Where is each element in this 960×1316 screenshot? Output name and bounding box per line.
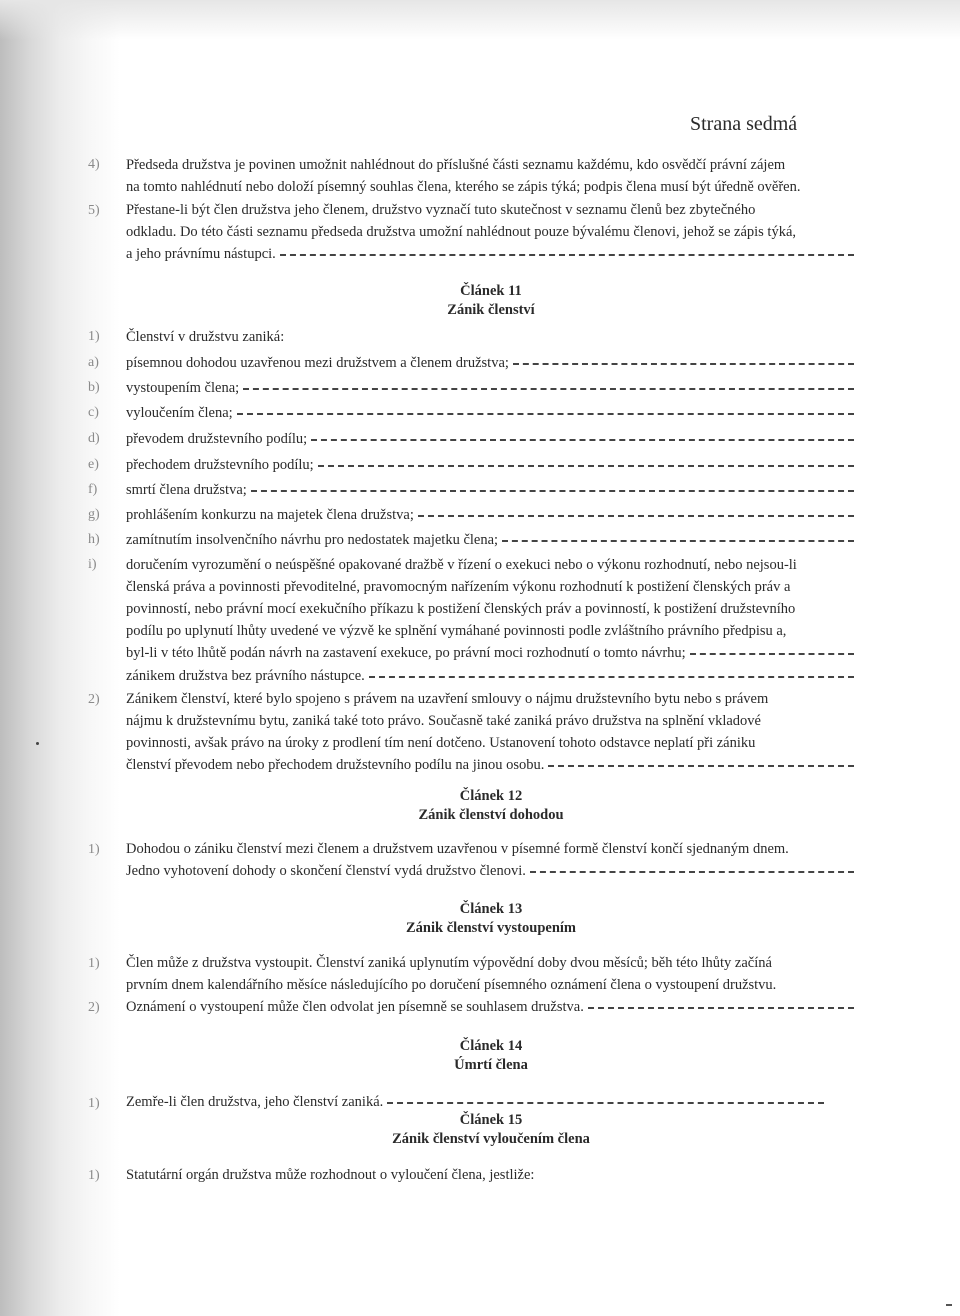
article-title: Článek 12 xyxy=(459,788,523,804)
article-subtitle: Zánik členství vystoupením xyxy=(406,920,576,936)
scan-top-shadow xyxy=(0,0,960,40)
article-title: Článek 14 xyxy=(459,1038,523,1054)
dash-leader xyxy=(502,540,854,542)
article-subtitle: Zánik členství vyloučením člena xyxy=(392,1131,590,1147)
page-title: Strana sedmá xyxy=(690,113,798,135)
scan-corner-mark xyxy=(946,1304,952,1306)
item-mark: f) xyxy=(88,482,98,497)
list-item: zánikem družstva bez právního nástupce. xyxy=(126,665,856,687)
article-title: Článek 15 xyxy=(459,1112,523,1128)
dash-leader xyxy=(243,388,854,390)
paragraph-number: 2) xyxy=(88,692,100,707)
article-subtitle: Úmrtí člena xyxy=(454,1057,528,1073)
item-mark: h) xyxy=(88,532,100,547)
text-line: Dohodou o zániku členství mezi členem a družstvem uzavřenou v písemné formě členství končí sjednaným dnem. xyxy=(126,841,789,857)
list-item: vyloučením člena; xyxy=(126,402,856,424)
text-line: Oznámení o vystoupení může člen odvolat jen písemně se souhlasem družstva. xyxy=(126,996,856,1018)
list-item: přechodem družstevního podílu; xyxy=(126,454,856,476)
text-line: a jeho právnímu nástupci. xyxy=(126,243,856,265)
dash-leader xyxy=(418,515,854,517)
list-item: smrtí člena družstva; xyxy=(126,479,856,501)
dash-leader xyxy=(311,439,854,441)
article-title: Článek 13 xyxy=(459,901,523,917)
text-line: nájmu k družstevnímu bytu, zaniká také toto právo. Současně také zaniká právo družstva na splnění vkladové xyxy=(126,713,761,729)
article-subtitle: Zánik členství xyxy=(447,302,535,318)
paragraph-number: 1) xyxy=(88,956,100,971)
text-line: byl-li v této lhůtě podán návrh na zastavení exekuce, po právní moci rozhodnutí o tomto návrhu; xyxy=(126,642,856,664)
text-line: prvním dnem kalendářního měsíce následujícího po doručení písemného oznámení člena o vystoupení družstvu. xyxy=(126,977,777,993)
text-line: povinnosti, avšak právo na úroky z prodlení tím není dotčeno. Ustanovení tohoto odstavce neplatí při zániku xyxy=(126,735,756,751)
item-mark: c) xyxy=(88,405,99,420)
text-line: Člen může z družstva vystoupit. Členství zaniká uplynutím výpovědní doby dvou měsíců; běh této lhůty začíná xyxy=(126,955,772,971)
item-mark: a) xyxy=(88,355,99,370)
text-line: Zánikem členství, které bylo spojeno s právem na uzavření smlouvy o nájmu družstevního bytu nebo s právem xyxy=(126,691,769,707)
text-line: Statutární orgán družstva může rozhodnout o vyloučení člena, jestliže: xyxy=(126,1167,535,1183)
dash-leader xyxy=(280,254,854,256)
item-mark: g) xyxy=(88,507,100,522)
dash-leader xyxy=(237,413,854,415)
list-item: prohlášením konkurzu na majetek člena družstva; xyxy=(126,504,856,526)
text-line: Předseda družstva je povinen umožnit nahlédnout do příslušné části seznamu každému, kdo osvědčí právní zájem xyxy=(126,157,786,173)
dash-leader xyxy=(530,871,854,873)
article-title: Článek 11 xyxy=(460,283,522,299)
paragraph-number: 1) xyxy=(88,329,100,344)
paragraph-number: 2) xyxy=(88,1000,100,1015)
dash-leader xyxy=(369,676,854,678)
text-line: doručením vyrozumění o neúspěšné opakované dražbě v řízení o exekuci nebo o výkonu rozhodnutí, nebo nejsou-li xyxy=(126,557,797,573)
scan-speck xyxy=(36,742,39,745)
text-line: podílu po uplynutí lhůty uvedené ve výzvě ke splnění vymáhané povinnosti podle zvláštního právního předpisu a, xyxy=(126,623,787,639)
paragraph-number: 1) xyxy=(88,842,100,857)
dash-leader xyxy=(387,1102,824,1104)
dash-leader xyxy=(588,1007,854,1009)
text-line: členská práva a povinnosti převoditelné, pravomocným nařízením výkonu rozhodnutí k postižení členských práv a xyxy=(126,579,791,595)
dash-leader xyxy=(548,765,854,767)
paragraph-number: 1) xyxy=(88,1168,100,1183)
list-item: zamítnutím insolvenčního návrhu pro nedostatek majetku člena; xyxy=(126,529,856,551)
list-item: písemnou dohodou uzavřenou mezi družstvem a členem družstva; xyxy=(126,352,856,374)
text-line: Zemře-li člen družstva, jeho členství zaniká. xyxy=(126,1091,826,1113)
paragraph-number: 1) xyxy=(88,1096,100,1111)
dash-leader xyxy=(513,363,854,365)
text-line: Přestane-li být člen družstva jeho členem, družstvo vyznačí tuto skutečnost v seznamu členů bez zbytečného xyxy=(126,202,756,218)
text-line: povinností, nebo právní mocí exekučního příkazu k postižení členských práv a povinností, k postižení družstevního xyxy=(126,601,796,617)
paragraph-number: 4) xyxy=(88,157,100,172)
dash-leader xyxy=(318,465,854,467)
paragraph-number: 5) xyxy=(88,203,100,218)
dash-leader xyxy=(690,653,854,655)
list-item: převodem družstevního podílu; xyxy=(126,428,856,450)
item-mark: e) xyxy=(88,457,99,472)
dash-leader xyxy=(251,490,854,492)
text-line: na tomto nahlédnutí nebo doloží písemný souhlas člena, kterého se zápis týká; podpis člena musí být úředně ověřen. xyxy=(126,179,801,195)
text-line: Jedno vyhotovení dohody o skončení členství vydá družstvo členovi. xyxy=(126,860,856,882)
list-item: vystoupením člena; xyxy=(126,377,856,399)
item-mark: i) xyxy=(88,557,97,572)
item-mark: d) xyxy=(88,431,100,446)
scan-edge-shadow xyxy=(0,0,120,1316)
text-line: Členství v družstvu zaniká: xyxy=(126,329,285,345)
article-subtitle: Zánik členství dohodou xyxy=(418,807,564,823)
item-mark: b) xyxy=(88,380,100,395)
text-line: členství převodem nebo přechodem družstevního podílu na jinou osobu. xyxy=(126,754,856,776)
text-line: odkladu. Do této části seznamu předseda družstva umožní nahlédnout pouze bývalému členovi, jehož se zápis týká, xyxy=(126,224,797,240)
